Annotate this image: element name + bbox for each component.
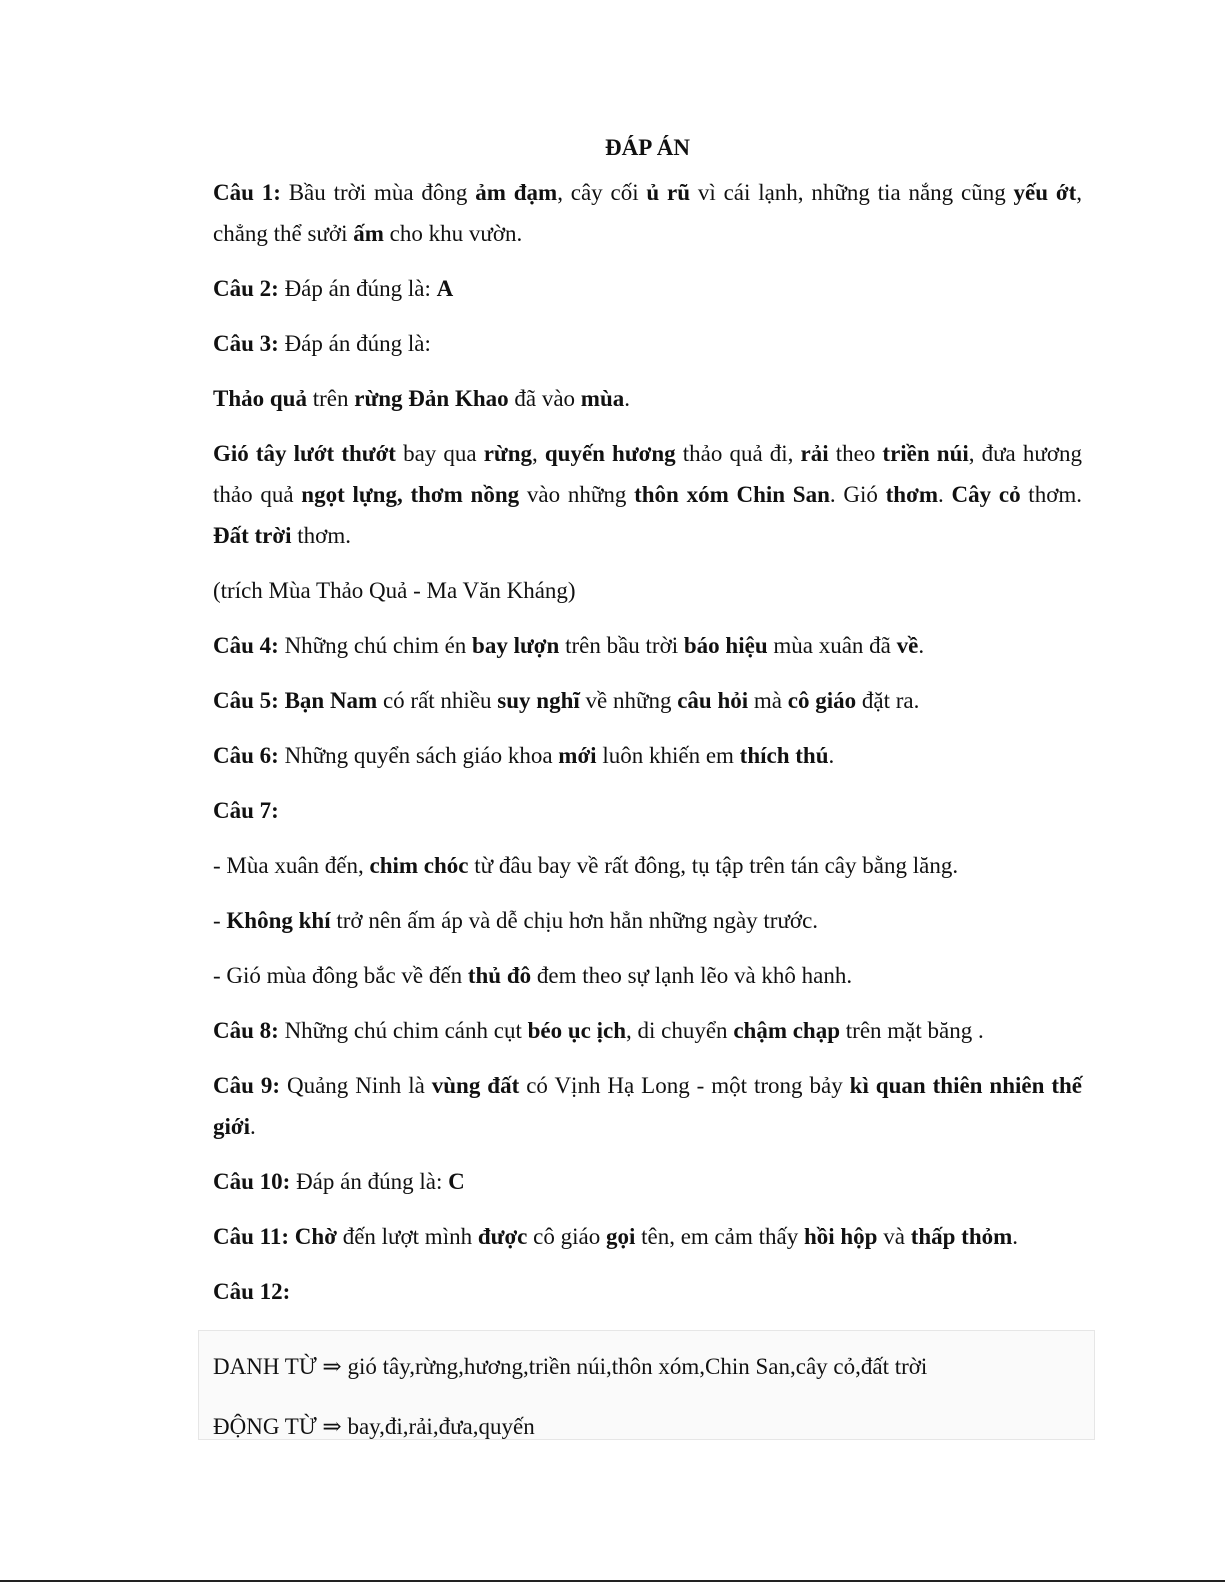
verb-values: bay,đi,rải,đưa,quyến <box>347 1414 535 1439</box>
q3p1-text: . <box>624 386 630 411</box>
q3p2-bold: rải <box>800 441 829 466</box>
answer-3 <box>213 323 1082 364</box>
q4-label: Câu 4: <box>213 633 279 658</box>
q8-bold: béo ục ịch <box>527 1018 626 1043</box>
q5-bold: suy nghĩ <box>497 688 580 713</box>
q5-bold: Bạn Nam <box>278 688 378 713</box>
q1-bold: ảm đạm <box>475 180 558 205</box>
q4-bold: về <box>896 633 919 658</box>
answer-4 <box>213 625 1082 666</box>
q3p2-bold: ngọt lựng, thơm nồng <box>301 482 520 507</box>
page-title: ĐÁP ÁN <box>605 135 690 160</box>
q4-text: Những chú chim én <box>278 633 473 658</box>
q1-label: Câu 1: <box>213 180 281 205</box>
q11-label: Câu 11: <box>213 1224 290 1249</box>
answer-12-box <box>198 1330 1095 1440</box>
answer-10 <box>213 1161 1082 1202</box>
q3p1-text: đã vào <box>508 386 581 411</box>
q8-label: Câu 8: <box>213 1018 279 1043</box>
q1-bold: ủ rũ <box>646 180 691 205</box>
q3p2-bold: thôn xóm Chin San <box>634 482 830 507</box>
q4-bold: bay lượn <box>472 633 560 658</box>
q5-text: đặt ra. <box>856 688 920 713</box>
q5-bold: cô giáo <box>787 688 857 713</box>
q3p2-text: , <box>532 441 545 466</box>
q1-bold: ấm <box>353 221 384 246</box>
q10-label: Câu 10: <box>213 1169 291 1194</box>
q3p1-bold: Thảo quả <box>213 386 307 411</box>
q9-label: Câu 9: <box>213 1073 281 1098</box>
q3p2-bold: Gió tây lướt thướt <box>213 441 396 466</box>
q11-bold: Chờ <box>289 1224 337 1249</box>
q11-bold: được <box>477 1224 528 1249</box>
answer-3-paragraph <box>213 433 1082 556</box>
q3p2-text: thơm. <box>291 523 351 548</box>
q3p2-bold: rừng <box>483 441 532 466</box>
q3p1-text: trên <box>306 386 355 411</box>
answer-7-item-1 <box>213 845 1082 886</box>
q11-bold: thấp thỏm <box>910 1224 1013 1249</box>
q2-label: Câu 2: <box>213 276 279 301</box>
q9-text: có Vịnh Hạ Long - một trong bảy <box>519 1073 850 1098</box>
q6-text: Những quyển sách giáo khoa <box>278 743 559 768</box>
q11-text: cô giáo <box>527 1224 606 1249</box>
q11-text: và <box>877 1224 911 1249</box>
q3p2-text: thơm. <box>1020 482 1082 507</box>
q9-bold: kì quan thiên nhiên thế giới <box>213 1073 1083 1139</box>
q1-bold: yếu ớt <box>1013 180 1077 205</box>
q3p1-bold: rừng Đản Khao <box>354 386 509 411</box>
answer-7-item-2 <box>213 900 1082 941</box>
q3p2-text: vào những <box>519 482 635 507</box>
q7a-text: từ đâu bay về rất đông, tụ tập trên tán cây bằng lăng. <box>468 853 959 878</box>
q5-bold: câu hỏi <box>677 688 749 713</box>
q7b-text: - <box>213 908 227 933</box>
q11-bold: hồi hộp <box>803 1224 878 1249</box>
q1-text: vì cái lạnh, những tia nắng cũng <box>690 180 1014 205</box>
q9-text: . <box>250 1114 256 1139</box>
q5-text: có rất nhiều <box>377 688 498 713</box>
q5-text: về những <box>579 688 678 713</box>
q10-answer: C <box>448 1169 465 1194</box>
q3-text: Đáp án đúng là: <box>278 331 431 356</box>
q4-text: . <box>918 633 925 658</box>
q3p2-text: theo <box>828 441 883 466</box>
q3p2-text: bay qua <box>395 441 484 466</box>
answer-7-item-3 <box>213 955 1082 996</box>
answer-7 <box>213 790 1082 831</box>
q4-text: mùa xuân đã <box>767 633 897 658</box>
q6-text: luôn khiến em <box>596 743 740 768</box>
q7-label: Câu 7: <box>213 798 279 823</box>
q7c-text: đem theo sự lạnh lẽo và khô hanh. <box>531 963 853 988</box>
q7c-bold: thủ đô <box>467 963 532 988</box>
q3p2-bold: Cây cỏ <box>951 482 1021 507</box>
q7c-text: - Gió mùa đông bắc về đến <box>213 963 468 988</box>
q4-bold: báo hiệu <box>683 633 768 658</box>
q3-label: Câu 3: <box>213 331 279 356</box>
q8-text: Những chú chim cánh cụt <box>278 1018 528 1043</box>
q8-text: , di chuyển <box>626 1018 734 1043</box>
q11-text: tên, em cảm thấy <box>635 1224 804 1249</box>
q1-text: Bầu trời mùa đông <box>280 180 476 205</box>
answer-3-line-1 <box>213 378 1082 419</box>
q6-bold: thích thú <box>739 743 829 768</box>
q3p2-bold: triền núi <box>882 441 969 466</box>
q4-text: trên bầu trời <box>559 633 684 658</box>
q2-answer: A <box>436 276 454 301</box>
q7a-bold: chim chóc <box>369 853 469 878</box>
q8-bold: chậm chạp <box>733 1018 841 1043</box>
verb-row <box>213 1397 1094 1457</box>
answer-5 <box>213 680 1082 721</box>
page-bottom-rule <box>0 1580 1225 1582</box>
answer-6 <box>213 735 1082 776</box>
answer-9 <box>213 1065 1082 1147</box>
q3p2-text: . <box>938 482 952 507</box>
q3p2-text: , đưa hương thảo quả <box>213 441 1082 507</box>
q3p2-text: thảo quả đi, <box>675 441 801 466</box>
answer-content <box>213 130 1082 1326</box>
noun-label: DANH TỪ ⇒ <box>213 1354 348 1379</box>
q12-label: Câu 12: <box>213 1279 291 1304</box>
q9-text: Quảng Ninh là <box>280 1073 432 1098</box>
q3p2-text: . Gió <box>829 482 886 507</box>
q7b-text: trở nên ấm áp và dễ chịu hơn hẳn những ngày trước. <box>330 908 819 933</box>
answer-2 <box>213 268 1082 309</box>
noun-row <box>213 1337 1094 1397</box>
q6-text: . <box>828 743 835 768</box>
q9-bold: vùng đất <box>431 1073 520 1098</box>
verb-label: ĐỘNG TỪ ⇒ <box>213 1414 348 1439</box>
answer-11 <box>213 1216 1082 1257</box>
q5-label: Câu 5: <box>213 688 279 713</box>
answer-12 <box>213 1271 1082 1312</box>
q11-text: . <box>1012 1224 1019 1249</box>
q11-bold: gọi <box>605 1224 636 1249</box>
q6-label: Câu 6: <box>213 743 279 768</box>
q1-text: , chẳng thể sưởi <box>213 180 1083 246</box>
q3p2-bold: Đất trời <box>213 523 292 548</box>
q8-text: trên mặt băng . <box>840 1018 984 1043</box>
q1-text: , cây cối <box>557 180 647 205</box>
q2-text: Đáp án đúng là: <box>278 276 437 301</box>
q5-text: mà <box>748 688 788 713</box>
q3p1-bold: mùa <box>580 386 625 411</box>
q11-text: đến lượt mình <box>336 1224 478 1249</box>
q6-bold: mới <box>558 743 597 768</box>
answer-8 <box>213 1010 1082 1051</box>
answer-1 <box>213 172 1082 254</box>
q10-text: Đáp án đúng là: <box>290 1169 449 1194</box>
q3p2-bold: quyến hương <box>544 441 676 466</box>
q7a-text: - Mùa xuân đến, <box>213 853 370 878</box>
answer-3-source: (trích Mùa Thảo Quả - Ma Văn Kháng) <box>213 578 576 603</box>
q3p2-bold: thơm <box>885 482 938 507</box>
noun-values: gió tây,rừng,hương,triền núi,thôn xóm,Chin San,cây cỏ,đất trời <box>347 1354 928 1379</box>
q7b-bold: Không khí <box>226 908 331 933</box>
q1-text: cho khu vườn. <box>383 221 523 246</box>
